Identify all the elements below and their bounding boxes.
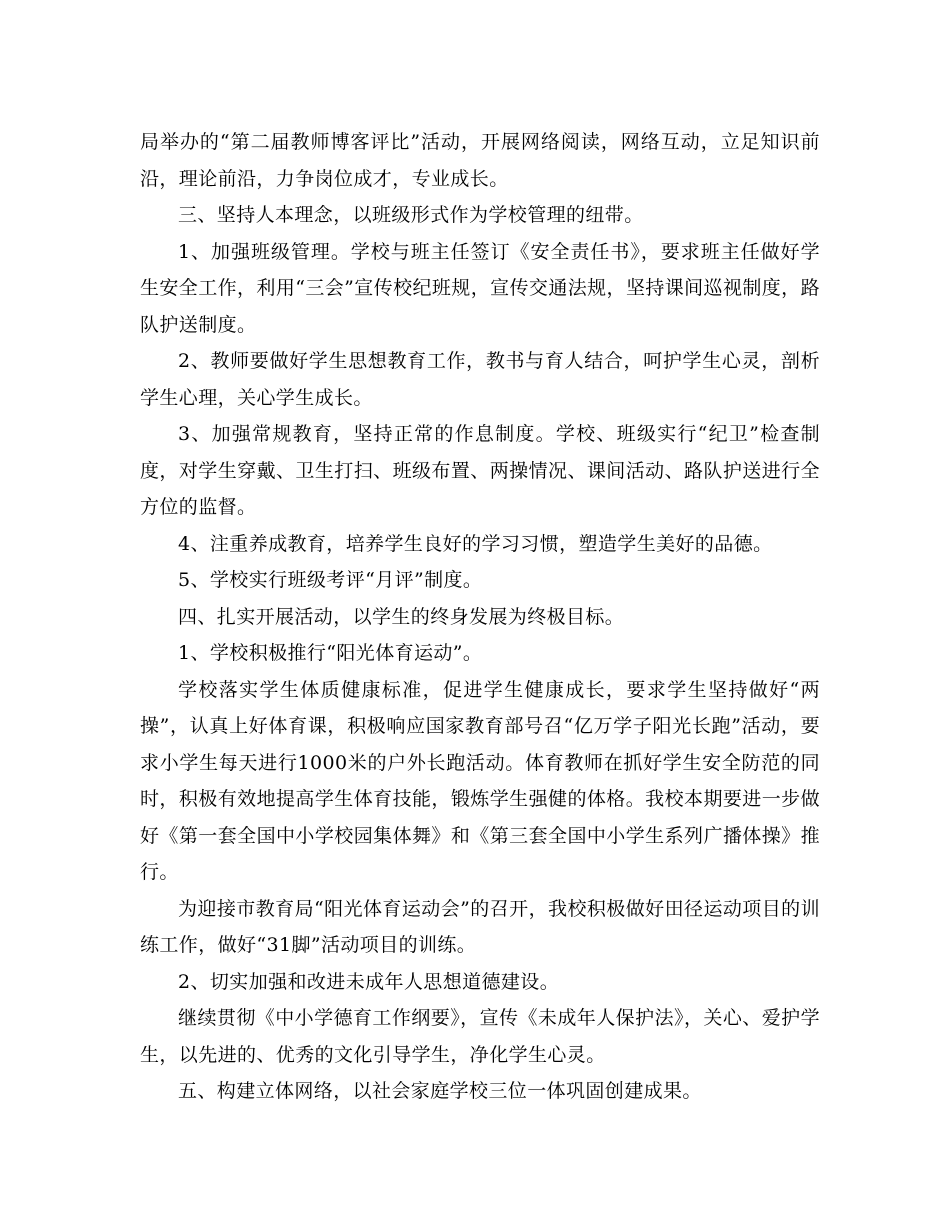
paragraph: 1、学校积极推行“阳光体育运动”。 — [178, 642, 483, 664]
paragraph: 5、学校实行班级考评“月评”制度。 — [178, 569, 483, 591]
paragraph: 3、加强常规教育，坚持正常的作息制度。学校、班级实行“纪卫”检查制度，对学生穿戴、卫生打扫、班级布置、两操情况、课间活动、路队护送进行全方位的监督。 — [140, 423, 820, 518]
paragraph: 4、注重养成教育，培养学生良好的学习习惯，塑造学生美好的品德。 — [178, 532, 773, 555]
paragraph: 局举办的“第二届教师博客评比”活动，开展网络阅读，网络互动，立足知识前沿，理论前沿，力争岗位成才，专业成长。 — [140, 131, 820, 190]
paragraph: 1、加强班级管理。学校与班主任签订《安全责任书》，要求班主任做好学生安全工作，利用“三会”宣传校纪班规，宣传交通法规，坚持课间巡视制度，路队护送制度。 — [140, 240, 820, 336]
document-body — [140, 124, 820, 1110]
paragraph: 继续贯彻《中小学德育工作纲要》，宣传《未成年人保护法》，关心、爱护学生，以先进的、优秀的文化引导学生，净化学生心灵。 — [140, 1007, 820, 1066]
paragraph: 四、扎实开展活动，以学生的终身发展为终极目标。 — [178, 605, 625, 628]
paragraph: 五、构建立体网络，以社会家庭学校三位一体巩固创建成果。 — [178, 1080, 702, 1102]
paragraph: 2、切实加强和改进未成年人思想道德建设。 — [178, 970, 560, 993]
paragraph: 2、教师要做好学生思想教育工作，教书与育人结合，呵护学生心灵，剖析学生心理，关心学生成长。 — [140, 350, 820, 409]
paragraph: 为迎接市教育局“阳光体育运动会”的召开，我校积极做好田径运动项目的训练工作，做好“31脚”活动项目的训练。 — [140, 897, 820, 956]
paragraph: 三、坚持人本理念，以班级形式作为学校管理的纽带。 — [178, 204, 644, 226]
paragraph: 学校落实学生体质健康标准，促进学生健康成长，要求学生坚持做好“两操”，认真上好体育课，积极响应国家教育部号召“亿万学子阳光长跑”活动，要求小学生每天进行1000米的户外长跑活动。体育教师在抓好学生安全防范的同时，积极有效地提高学生体育技能，锻炼学生强健的体格。我校本期要进一步做好《第一套全国中小学校园集体舞》和《第三套全国中小学生系列广播体操》推行。 — [140, 678, 820, 883]
